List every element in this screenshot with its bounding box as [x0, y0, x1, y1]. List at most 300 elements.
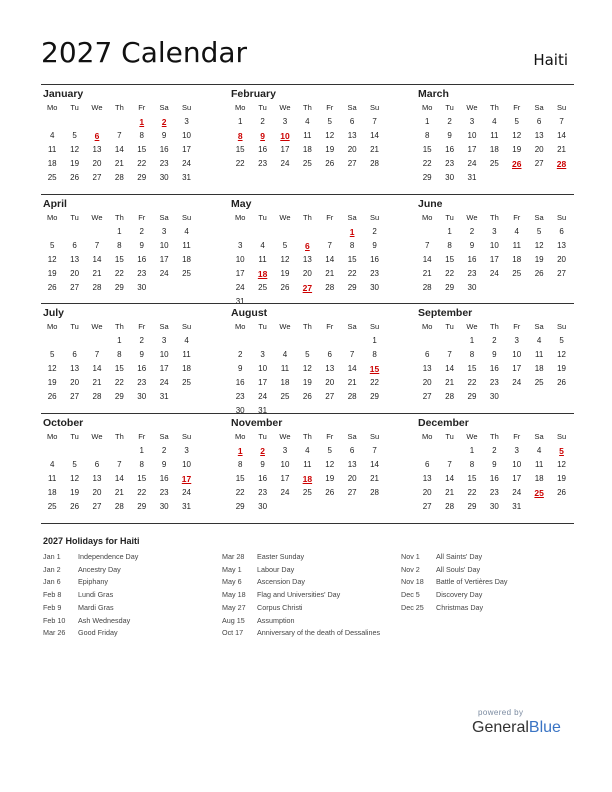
- week-row: [41, 115, 198, 129]
- day-cell: 27: [347, 487, 357, 497]
- day-cell: 19: [325, 145, 335, 154]
- month-name: September: [418, 307, 473, 319]
- day-cell: 10: [182, 459, 191, 469]
- weekday-label: Sa: [347, 431, 357, 441]
- day-cell: 25: [182, 268, 191, 278]
- day-cell: 3: [237, 240, 243, 250]
- week-row: [416, 376, 573, 390]
- weekday-label: Tu: [70, 212, 79, 222]
- page-title: 2027 Calendar: [41, 36, 248, 69]
- month-row: [41, 194, 574, 304]
- day-cell: 1: [372, 336, 377, 345]
- day-cell: 5: [49, 350, 55, 359]
- weekday-label: We: [466, 212, 478, 222]
- day-cell: 19: [47, 268, 57, 278]
- holiday-name: Assumption: [257, 615, 295, 625]
- day-cell: 9: [161, 459, 167, 469]
- day-cell: 23: [445, 159, 455, 168]
- day-cell: 7: [424, 240, 430, 250]
- day-cell: 4: [260, 240, 265, 250]
- day-cell: 4: [49, 459, 55, 469]
- day-cell: 4: [492, 117, 497, 126]
- day-cell: 17: [159, 254, 169, 264]
- day-cell: 30: [258, 501, 268, 511]
- month-april: [41, 197, 198, 295]
- weekday-label: Th: [489, 212, 499, 222]
- day-cell: 25: [534, 378, 544, 387]
- day-cell: 28: [445, 501, 455, 511]
- row-divider: [41, 194, 574, 195]
- day-cell: 8: [372, 350, 377, 359]
- holiday-day: 5: [559, 445, 564, 456]
- day-cell: 15: [235, 145, 245, 154]
- day-cell: 13: [422, 364, 432, 373]
- empty-cell: [528, 171, 550, 185]
- day-cell: 23: [235, 392, 245, 401]
- weekday-label: Th: [489, 431, 499, 441]
- day-cell: 7: [94, 350, 100, 359]
- holiday-day: 6: [305, 240, 310, 251]
- week-row: [41, 444, 198, 458]
- month-may: [229, 197, 386, 309]
- day-cell: 28: [92, 282, 102, 292]
- month-row: [41, 84, 574, 194]
- weekday-header: [41, 430, 198, 444]
- day-cell: 11: [512, 240, 521, 250]
- day-cell: 7: [117, 459, 122, 469]
- day-cell: 30: [445, 173, 455, 182]
- day-cell: 12: [557, 459, 566, 469]
- row-divider: [41, 303, 574, 304]
- empty-cell: [274, 225, 296, 239]
- holiday-name: Good Friday: [78, 628, 118, 638]
- day-cell: 27: [347, 159, 357, 168]
- weekday-label: Mo: [421, 103, 433, 112]
- holiday-item: [43, 551, 218, 564]
- day-cell: 19: [47, 378, 57, 387]
- day-cell: 6: [72, 350, 77, 359]
- day-cell: 14: [92, 364, 102, 373]
- day-cell: 12: [47, 254, 57, 264]
- weekday-label: Fr: [326, 431, 334, 441]
- weekday-label: Mo: [421, 322, 433, 331]
- holiday-day: 25: [534, 487, 544, 498]
- weekday-header: [229, 101, 386, 115]
- holiday-item: [222, 589, 397, 602]
- day-cell: 29: [467, 501, 477, 511]
- weekday-label: We: [466, 103, 478, 112]
- day-cell: 30: [159, 173, 169, 182]
- month-name: August: [231, 307, 268, 319]
- holiday-date: Nov 1: [401, 552, 420, 561]
- weekday-label: Sa: [347, 322, 357, 331]
- day-cell: 20: [302, 268, 312, 278]
- weekday-label: We: [91, 212, 103, 222]
- weekday-label: Fr: [513, 431, 521, 441]
- day-cell: 15: [235, 473, 245, 483]
- holiday-day: 26: [512, 159, 522, 169]
- day-cell: 1: [117, 226, 122, 236]
- holiday-date: Nov 18: [401, 577, 424, 587]
- weekday-label: Tu: [70, 431, 79, 441]
- day-cell: 24: [512, 487, 522, 497]
- day-cell: 22: [114, 268, 124, 278]
- holiday-name: Epiphany: [78, 577, 108, 587]
- day-cell: 24: [280, 159, 290, 168]
- holiday-item: [222, 564, 397, 577]
- day-cell: 23: [159, 159, 169, 168]
- empty-cell: [319, 334, 341, 348]
- day-cell: 6: [559, 226, 564, 236]
- weekday-label: Fr: [326, 322, 334, 331]
- empty-cell: [416, 334, 438, 348]
- day-cell: 10: [182, 131, 191, 140]
- day-cell: 3: [514, 445, 519, 455]
- day-cell: 23: [159, 487, 169, 497]
- day-cell: 15: [347, 254, 357, 264]
- day-cell: 20: [557, 254, 566, 264]
- day-cell: 8: [237, 459, 243, 469]
- day-cell: 29: [422, 173, 432, 182]
- weekday-header: [229, 211, 386, 225]
- day-cell: 28: [445, 392, 455, 401]
- day-cell: 11: [258, 254, 267, 264]
- week-row: [229, 267, 386, 281]
- generalblue-logo[interactable]: [472, 719, 561, 737]
- week-row: [41, 267, 198, 281]
- day-cell: 10: [512, 459, 522, 469]
- day-cell: 22: [370, 378, 379, 387]
- divider: [41, 523, 574, 524]
- day-cell: 26: [70, 173, 80, 182]
- month-name: July: [43, 307, 65, 319]
- day-cell: 21: [445, 378, 455, 387]
- weekday-label: Mo: [46, 103, 58, 112]
- holiday-name: Flag and Universities' Day: [257, 590, 341, 600]
- day-cell: 2: [260, 117, 265, 126]
- day-cell: 28: [347, 392, 357, 401]
- day-cell: 20: [347, 145, 357, 154]
- month-name: January: [43, 88, 84, 100]
- week-row: [41, 239, 198, 253]
- day-cell: 14: [445, 364, 455, 373]
- day-cell: 22: [235, 487, 245, 497]
- day-cell: 26: [70, 501, 80, 511]
- week-row: [416, 267, 573, 281]
- day-cell: 23: [467, 268, 477, 278]
- holidays-title: 2027 Holidays for Haiti: [43, 536, 140, 546]
- holiday-item: [43, 602, 218, 615]
- day-cell: 19: [302, 378, 312, 387]
- day-cell: 31: [512, 501, 522, 511]
- holiday-day: 1: [349, 226, 355, 237]
- holiday-date: Feb 8: [43, 590, 62, 600]
- day-cell: 4: [305, 117, 310, 126]
- weekday-label: Fr: [513, 322, 521, 331]
- day-cell: 16: [159, 145, 169, 154]
- day-cell: 21: [92, 268, 102, 278]
- day-cell: 25: [47, 501, 57, 511]
- week-row: [41, 143, 198, 157]
- holiday-day: 9: [260, 131, 265, 141]
- weekday-label: Tu: [445, 103, 454, 112]
- holiday-item: [43, 564, 218, 577]
- day-cell: 28: [370, 487, 379, 497]
- day-cell: 15: [467, 473, 477, 483]
- empty-cell: [550, 500, 572, 514]
- empty-cell: [274, 334, 296, 348]
- day-cell: 25: [182, 378, 191, 387]
- day-cell: 14: [92, 254, 102, 264]
- day-cell: 10: [159, 240, 169, 250]
- day-cell: 8: [469, 459, 475, 469]
- weekday-label: Su: [181, 431, 192, 441]
- holiday-date: Nov 2: [401, 564, 420, 574]
- day-cell: 8: [117, 240, 122, 250]
- holiday-date: Feb 9: [43, 602, 62, 612]
- day-cell: 7: [372, 117, 377, 126]
- holiday-day: 2: [161, 117, 167, 127]
- day-cell: 18: [534, 473, 544, 483]
- empty-cell: [483, 281, 505, 295]
- week-row: [416, 390, 573, 404]
- day-cell: 22: [445, 268, 455, 278]
- day-cell: 20: [92, 487, 102, 497]
- holiday-name: Ancestry Day: [78, 564, 121, 574]
- day-cell: 13: [325, 364, 335, 373]
- week-row: [229, 390, 386, 404]
- day-cell: 12: [534, 240, 544, 250]
- day-cell: 27: [70, 392, 80, 401]
- weekday-label: Tu: [258, 431, 267, 441]
- week-row: [229, 281, 386, 295]
- empty-cell: [319, 225, 341, 239]
- day-cell: 10: [235, 254, 245, 264]
- month-row: [41, 303, 574, 413]
- day-cell: 11: [48, 473, 57, 483]
- weekday-label: Sa: [159, 103, 169, 112]
- day-cell: 30: [370, 282, 379, 292]
- weekday-label: Mo: [46, 431, 58, 441]
- day-cell: 5: [282, 240, 288, 250]
- week-row: [41, 281, 198, 295]
- week-row: [416, 334, 573, 348]
- weekday-header: [41, 211, 198, 225]
- brand-general: General: [472, 719, 529, 736]
- weekday-label: Th: [302, 431, 312, 441]
- day-cell: 4: [536, 336, 542, 345]
- weekday-label: We: [91, 103, 103, 112]
- empty-cell: [296, 500, 318, 514]
- day-cell: 20: [70, 378, 80, 387]
- empty-cell: [274, 500, 296, 514]
- empty-cell: [319, 500, 341, 514]
- empty-cell: [296, 225, 318, 239]
- day-cell: 30: [467, 282, 477, 292]
- day-cell: 3: [514, 336, 519, 345]
- weekday-label: Tu: [258, 212, 267, 222]
- week-row: [41, 171, 198, 185]
- day-cell: 13: [422, 473, 432, 483]
- day-cell: 21: [370, 145, 379, 154]
- month-february: [229, 87, 386, 171]
- weekday-label: Sa: [534, 103, 544, 112]
- day-cell: 7: [372, 445, 377, 455]
- day-cell: 17: [467, 145, 477, 154]
- holiday-name: Corpus Christi: [257, 602, 303, 612]
- day-cell: 10: [280, 459, 290, 469]
- week-row: [229, 348, 386, 362]
- holiday-item: [401, 564, 576, 577]
- empty-cell: [550, 171, 572, 185]
- day-cell: 13: [70, 254, 80, 264]
- day-cell: 7: [447, 350, 452, 359]
- weekday-label: Su: [556, 431, 567, 441]
- week-row: [416, 348, 573, 362]
- holiday-date: Jan 6: [43, 577, 61, 587]
- day-cell: 24: [182, 487, 191, 497]
- day-cell: 11: [48, 145, 57, 154]
- day-cell: 8: [349, 240, 355, 250]
- day-cell: 19: [280, 268, 290, 278]
- week-row: [416, 143, 573, 157]
- weekday-header: [416, 430, 573, 444]
- day-cell: 29: [235, 501, 245, 511]
- holiday-name: Discovery Day: [436, 590, 483, 600]
- day-cell: 25: [512, 268, 522, 278]
- weekday-label: Mo: [234, 103, 246, 112]
- day-cell: 5: [536, 226, 542, 236]
- holiday-item: [401, 602, 576, 615]
- week-row: [416, 472, 573, 486]
- day-cell: 6: [94, 459, 100, 469]
- holiday-day: 8: [237, 131, 243, 141]
- week-row: [229, 129, 386, 143]
- day-cell: 10: [467, 131, 477, 140]
- holiday-name: Mardi Gras: [78, 602, 114, 612]
- day-cell: 27: [325, 392, 335, 401]
- day-cell: 13: [557, 240, 566, 250]
- month-january: [41, 87, 198, 185]
- empty-cell: [341, 500, 363, 514]
- empty-cell: [63, 444, 85, 458]
- holiday-date: Oct 17: [222, 628, 244, 638]
- week-row: [41, 334, 198, 348]
- day-cell: 4: [514, 226, 519, 236]
- holiday-item: [43, 615, 218, 628]
- day-cell: 3: [282, 445, 288, 455]
- weekday-label: Tu: [258, 322, 267, 331]
- holiday-day: 18: [257, 268, 268, 279]
- holiday-day: 2: [260, 445, 265, 456]
- day-cell: 16: [489, 473, 499, 483]
- day-cell: 28: [370, 159, 379, 168]
- weekday-label: We: [279, 431, 291, 441]
- day-cell: 22: [467, 378, 477, 387]
- holiday-date: Mar 26: [43, 628, 66, 638]
- month-september: [416, 306, 573, 404]
- day-cell: 11: [303, 459, 312, 469]
- day-cell: 23: [137, 268, 147, 278]
- day-cell: 29: [114, 282, 124, 292]
- day-cell: 16: [159, 473, 169, 483]
- day-cell: 20: [422, 378, 432, 387]
- day-cell: 17: [512, 473, 522, 483]
- day-cell: 8: [117, 350, 122, 359]
- day-cell: 9: [161, 131, 167, 140]
- empty-cell: [86, 334, 108, 348]
- day-cell: 23: [258, 487, 268, 497]
- holiday-day: 1: [237, 445, 243, 456]
- day-cell: 22: [467, 487, 477, 497]
- day-cell: 23: [370, 268, 379, 278]
- day-cell: 2: [237, 350, 243, 359]
- day-cell: 6: [349, 117, 355, 126]
- day-cell: 16: [258, 473, 268, 483]
- week-row: [41, 157, 198, 171]
- weekday-label: Th: [302, 103, 312, 112]
- weekday-label: Tu: [70, 103, 79, 112]
- day-cell: 31: [258, 406, 268, 415]
- day-cell: 17: [258, 378, 268, 387]
- month-name: June: [418, 197, 443, 210]
- week-row: [229, 239, 386, 253]
- week-row: [416, 458, 573, 472]
- day-cell: 5: [72, 459, 77, 469]
- week-row: [41, 362, 198, 376]
- holiday-date: May 18: [222, 590, 246, 600]
- holiday-name: Ash Wednesday: [78, 615, 131, 625]
- day-cell: 14: [370, 131, 379, 140]
- day-cell: 3: [282, 117, 288, 126]
- day-cell: 24: [159, 268, 169, 278]
- day-cell: 26: [534, 268, 544, 278]
- day-cell: 13: [92, 145, 102, 154]
- month-august: [229, 306, 386, 418]
- day-cell: 27: [534, 159, 544, 168]
- week-row: [229, 486, 386, 500]
- day-cell: 26: [47, 282, 57, 292]
- day-cell: 18: [534, 364, 544, 373]
- day-cell: 26: [557, 487, 566, 497]
- day-cell: 31: [235, 296, 245, 306]
- day-cell: 8: [469, 350, 475, 359]
- day-cell: 28: [422, 282, 432, 292]
- day-cell: 10: [512, 350, 522, 359]
- empty-cell: [416, 225, 438, 239]
- weekday-label: Th: [302, 212, 312, 222]
- weekday-label: Fr: [513, 212, 521, 222]
- day-cell: 14: [445, 473, 455, 483]
- empty-cell: [528, 390, 550, 404]
- day-cell: 26: [302, 392, 312, 401]
- holiday-day: 6: [94, 131, 100, 141]
- empty-cell: [528, 500, 550, 514]
- day-cell: 14: [347, 364, 357, 373]
- day-cell: 17: [512, 364, 522, 373]
- weekday-label: Th: [114, 212, 124, 222]
- day-cell: 6: [424, 459, 430, 469]
- day-cell: 24: [159, 378, 169, 387]
- holiday-name: All Saints' Day: [436, 552, 483, 561]
- day-cell: 1: [117, 336, 122, 345]
- weekday-header: [41, 320, 198, 334]
- day-cell: 22: [137, 487, 147, 497]
- day-cell: 29: [137, 173, 147, 182]
- month-name: October: [43, 416, 84, 429]
- day-cell: 6: [536, 117, 542, 126]
- day-cell: 27: [70, 282, 80, 292]
